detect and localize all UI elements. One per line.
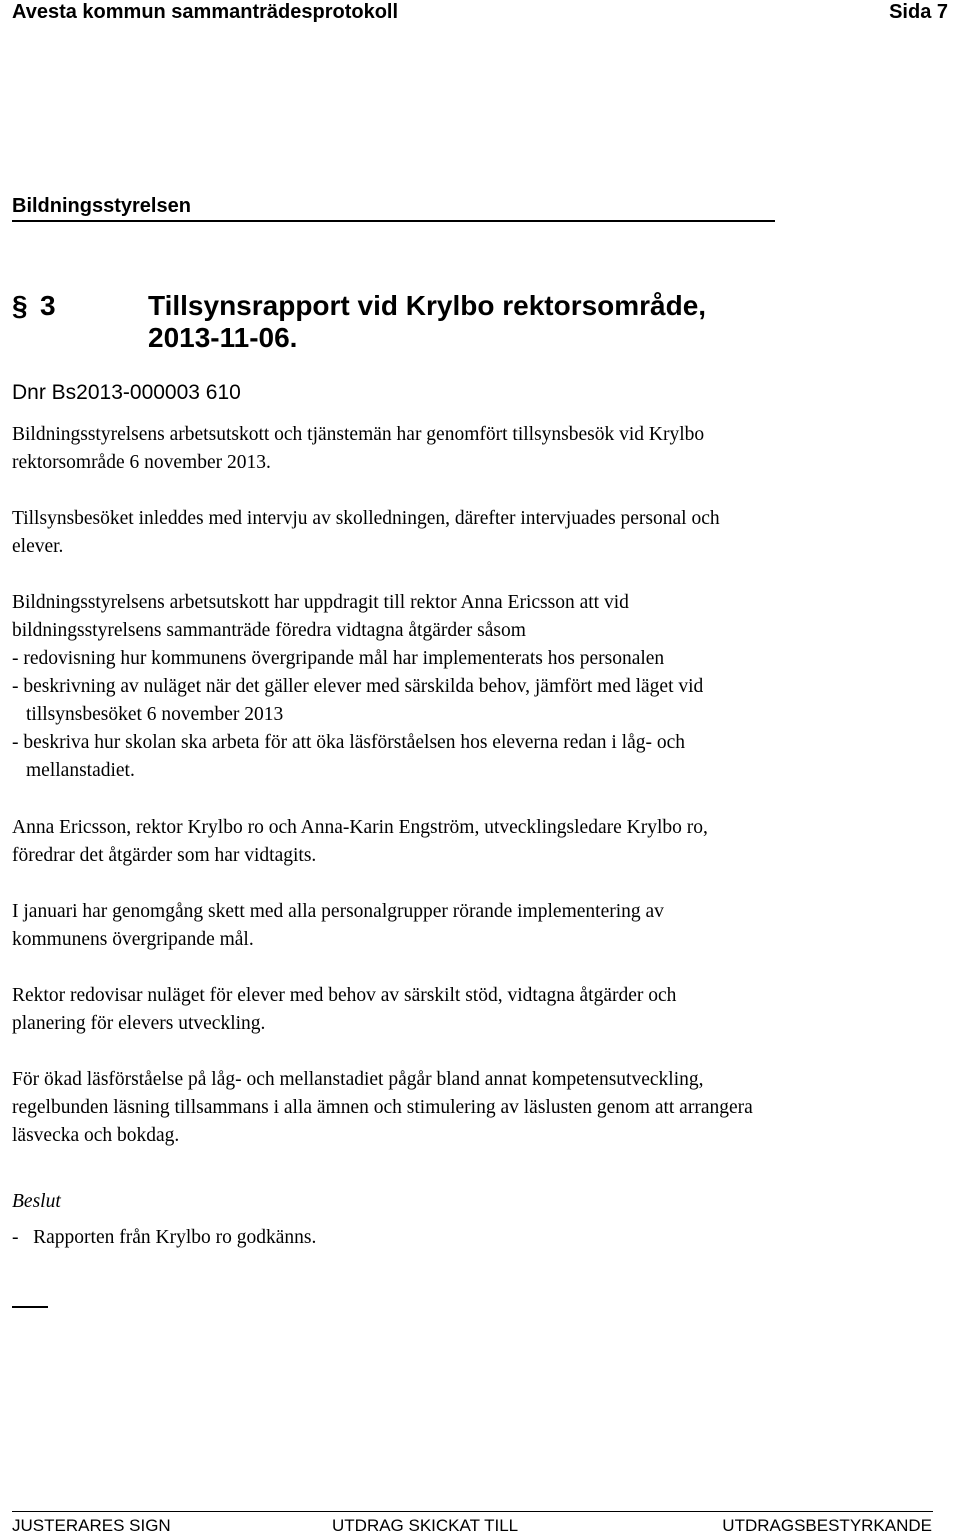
paragraph-line: Rektor redovisar nuläget för elever med behov av särskilt stöd, vidtagna åtgärder och	[12, 985, 677, 1006]
paragraph-7	[12, 1066, 937, 1150]
paragraph-line: föredrar det åtgärder som har vidtagits.	[12, 845, 317, 866]
paragraph-line: Tillsynsbesöket inleddes med intervju av skolledningen, därefter intervjuades personal och	[12, 508, 720, 529]
footer-rule	[12, 1511, 933, 1512]
paragraph-6	[12, 982, 937, 1038]
bullet-item-continuation: tillsynsbesöket 6 november 2013	[26, 704, 284, 725]
bullet-item-continuation: mellanstadiet.	[26, 760, 135, 781]
section-mark: §	[12, 290, 28, 321]
paragraph-line: bildningsstyrelsens sammanträde föredra vidtagna åtgärder såsom	[12, 620, 526, 641]
bullet-item: - beskriva hur skolan ska arbeta för att öka läsförståelsen hos eleverna redan i låg- och	[12, 732, 686, 753]
section-number: 3	[40, 290, 56, 321]
page-number: Sida 7	[889, 1, 948, 23]
paragraph-line: kommunens övergripande mål.	[12, 929, 254, 950]
section-title	[148, 290, 706, 354]
paragraph-line: I januari har genomgång skett med alla personalgrupper rörande implementering av	[12, 901, 664, 922]
paragraph-2	[12, 505, 937, 561]
committee-underline	[12, 220, 775, 222]
paragraph-line: För ökad läsförståelse på låg- och mellanstadiet pågår bland annat kompetensutveckling,	[12, 1069, 704, 1090]
section-title-line-2: 2013-11-06.	[148, 322, 298, 353]
paragraph-line: elever.	[12, 536, 64, 557]
paragraph-1	[12, 421, 937, 477]
paragraph-line: Bildningsstyrelsens arbetsutskott har uppdragit till rektor Anna Ericsson att vid	[12, 592, 629, 613]
committee-name: Bildningsstyrelsen	[12, 195, 191, 217]
bullet-item: - redovisning hur kommunens övergripande mål har implementerats hos personalen	[12, 648, 665, 669]
paragraph-line: regelbunden läsning tillsammans i alla ämnen och stimulering av läslusten genom att arrangera	[12, 1097, 753, 1118]
decision-label: Beslut	[12, 1191, 61, 1212]
paragraph-line: planering för elevers utveckling.	[12, 1013, 266, 1034]
paragraph-line: läsvecka och bokdag.	[12, 1125, 180, 1146]
decision-section	[12, 1188, 937, 1252]
paragraph-line: Bildningsstyrelsens arbetsutskott och tjänstemän har genomfört tillsynsbesök vid Krylbo	[12, 424, 705, 445]
paragraph-line: rektorsområde 6 november 2013.	[12, 452, 271, 473]
end-rule	[12, 1306, 48, 1308]
footer-certification-label: UTDRAGSBESTYRKANDE	[722, 1516, 932, 1535]
decision-item: - Rapporten från Krylbo ro godkänns.	[12, 1227, 317, 1248]
footer-sent-to-label: UTDRAG SKICKAT TILL	[332, 1516, 519, 1535]
document-header-title: Avesta kommun sammanträdesprotokoll	[12, 1, 399, 23]
bullet-item: - beskrivning av nuläget när det gäller elever med särskilda behov, jämfört med läget vid	[12, 676, 704, 697]
paragraph-5	[12, 898, 937, 954]
paragraph-4	[12, 814, 937, 870]
paragraph-line: Anna Ericsson, rektor Krylbo ro och Anna-Karin Engström, utvecklingsledare Krylbo ro,	[12, 817, 708, 838]
case-number: Dnr Bs2013-000003 610	[12, 381, 241, 404]
paragraph-3	[12, 589, 937, 785]
footer-signature-label: JUSTERARES SIGN	[12, 1516, 171, 1535]
section-title-line-1: Tillsynsrapport vid Krylbo rektorsområde,	[148, 290, 707, 321]
